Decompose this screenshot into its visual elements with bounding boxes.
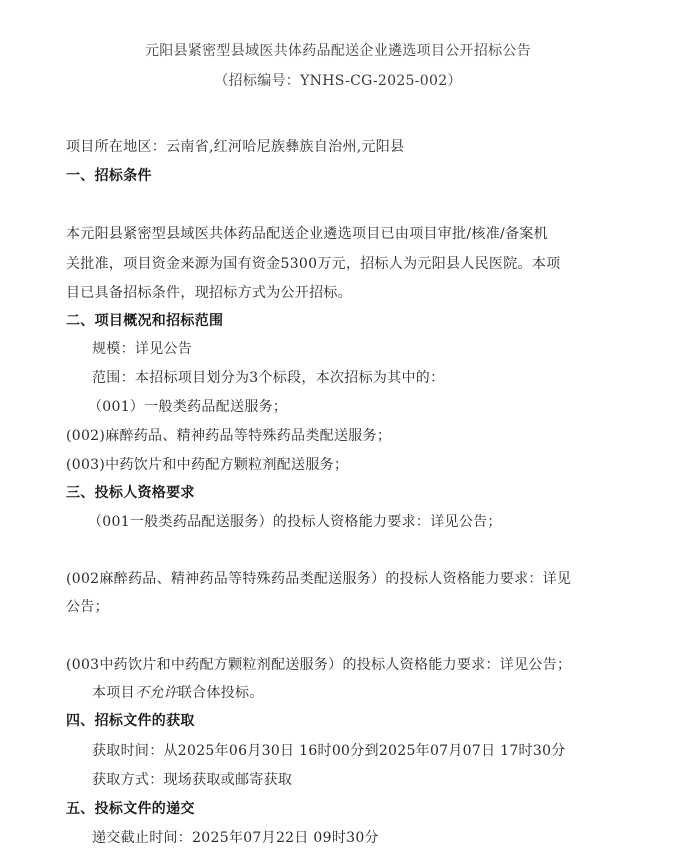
qualification-lot-002-line-2: 公告； bbox=[66, 599, 109, 615]
tender-conditions-line-2: 关批准，项目资金来源为国有资金5300万元，招标人为元阳县人民医院。本项 bbox=[66, 256, 561, 272]
section-heading-bidder-qualification: 三、投标人资格要求 bbox=[66, 485, 195, 501]
section-heading-tender-conditions: 一、招标条件 bbox=[66, 168, 152, 184]
tender-conditions-line-3: 目已具备招标条件，现招标方式为公开招标。 bbox=[66, 285, 352, 301]
tender-conditions-line-1: 本元阳县紧密型县域医共体药品配送企业遴选项目已由项目审批/核准/备案机 bbox=[66, 226, 548, 242]
qualification-lot-002-line-1: (002麻醉药品、精神药品等特殊药品类配送服务）的投标人资格能力要求：详见 bbox=[66, 571, 572, 587]
consortium-not-allowed: 不允许 bbox=[134, 685, 178, 701]
tender-number: （招标编号：YNHS-CG-2025-002） bbox=[214, 73, 462, 89]
section-heading-submit-bids: 五、投标文件的递交 bbox=[66, 801, 195, 817]
project-scale: 规模：详见公告 bbox=[92, 341, 193, 357]
document-title: 元阳县紧密型县域医共体药品配送企业遴选项目公开招标公告 bbox=[144, 43, 532, 59]
project-scope: 范围：本招标项目划分为3个标段，本次招标为其中的： bbox=[92, 370, 445, 386]
section-heading-project-overview: 二、项目概况和招标范围 bbox=[66, 313, 224, 329]
qualification-lot-003: (003中药饮片和中药配方颗粒剂配送服务）的投标人资格能力要求：详见公告； bbox=[66, 657, 572, 673]
lot-item-001: （001）一般类药品配送服务； bbox=[88, 399, 288, 415]
project-region: 项目所在地区：云南省,红河哈尼族彝族自治州,元阳县 bbox=[66, 139, 405, 155]
submission-deadline: 递交截止时间：2025年07月22日 09时30分 bbox=[92, 830, 379, 846]
obtain-time: 获取时间：从2025年06月30日 16时00分到2025年07月07日 17时30分 bbox=[92, 743, 566, 759]
qualification-lot-001: （001一般类药品配送服务）的投标人资格能力要求：详见公告； bbox=[88, 514, 502, 530]
consortium-suffix: 联合体投标。 bbox=[177, 685, 264, 701]
section-heading-obtain-documents: 四、招标文件的获取 bbox=[66, 713, 195, 729]
lot-item-002: (002)麻醉药品、精神药品等特殊药品类配送服务； bbox=[66, 428, 392, 444]
lot-item-003: (003)中药饮片和中药配方颗粒剂配送服务； bbox=[66, 457, 349, 473]
consortium-prefix: 本项目 bbox=[92, 685, 135, 701]
consortium-statement bbox=[92, 684, 264, 702]
obtain-method: 获取方式：现场获取或邮寄获取 bbox=[92, 772, 293, 788]
